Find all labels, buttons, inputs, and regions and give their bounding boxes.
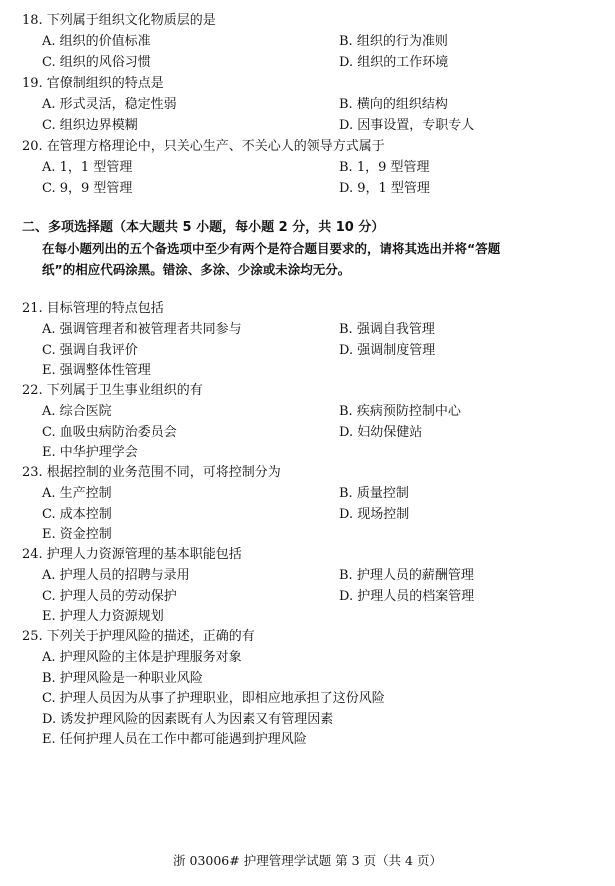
option-a: A. 强调管理者和被管理者共同参与 — [42, 322, 242, 337]
option-c: C. 护理人员因为从事了护理职业，即相应地承担了这份风险 — [42, 691, 385, 706]
section-instruction: 纸”的相应代码涂黑。错涂、多涂、少涂或未涂均无分。 — [42, 262, 351, 277]
section-instruction: 在每小题列出的五个备选项中至少有两个是符合题目要求的，请将其选出并将“答题 — [42, 241, 501, 256]
option-c: C. 强调自我评价 — [42, 343, 138, 358]
option-c: C. 组织边界模糊 — [42, 118, 138, 133]
option-a: A. 形式灵活，稳定性弱 — [42, 97, 177, 112]
question-stem: 25. 下列关于护理风险的描述，正确的有 — [22, 629, 255, 644]
option-d: D. 9，1 型管理 — [339, 181, 430, 196]
option-b: B. 横向的组织结构 — [339, 97, 448, 112]
option-b: B. 护理人员的薪酬管理 — [339, 568, 474, 583]
page-footer: 浙 03006# 护理管理学试题 第 3 页（共 4 页） — [173, 853, 442, 868]
option-d: D. 因事设置，专职专人 — [339, 118, 475, 133]
question-stem: 23. 根据控制的业务范围不同，可将控制分为 — [22, 465, 281, 480]
option-b: B. 组织的行为准则 — [339, 34, 448, 49]
option-a: A. 组织的价值标准 — [42, 34, 151, 49]
option-b: B. 疾病预防控制中心 — [339, 404, 461, 419]
question-stem: 19. 官僚制组织的特点是 — [22, 76, 164, 91]
option-e: E. 资金控制 — [42, 527, 112, 542]
option-a: A. 护理风险的主体是护理服务对象 — [42, 650, 242, 665]
option-c: C. 成本控制 — [42, 507, 112, 522]
option-e: E. 护理人力资源规划 — [42, 609, 164, 624]
option-d: D. 组织的工作环境 — [339, 55, 449, 70]
option-c: C. 组织的风俗习惯 — [42, 55, 151, 70]
question-stem: 22. 下列属于卫生事业组织的有 — [22, 383, 203, 398]
option-d: D. 强调制度管理 — [339, 343, 436, 358]
option-b: B. 护理风险是一种职业风险 — [42, 671, 203, 686]
question-stem: 24. 护理人力资源管理的基本职能包括 — [22, 547, 242, 562]
option-c: C. 护理人员的劳动保护 — [42, 589, 177, 604]
section-title: 二、多项选择题（本大题共 5 小题，每小题 2 分，共 10 分） — [22, 220, 385, 235]
option-c: C. 9，9 型管理 — [42, 181, 133, 196]
question-stem: 20. 在管理方格理论中，只关心生产、不关心人的领导方式属于 — [22, 139, 385, 154]
question-stem: 21. 目标管理的特点包括 — [22, 301, 164, 316]
option-b: B. 1，9 型管理 — [339, 160, 430, 175]
option-b: B. 强调自我管理 — [339, 322, 435, 337]
option-a: A. 综合医院 — [42, 404, 112, 419]
option-d: D. 现场控制 — [339, 507, 410, 522]
option-e: E. 任何护理人员在工作中都可能遇到护理风险 — [42, 732, 307, 747]
option-b: B. 质量控制 — [339, 486, 409, 501]
option-c: C. 血吸虫病防治委员会 — [42, 425, 177, 440]
option-a: A. 护理人员的招聘与录用 — [42, 568, 190, 583]
option-e: E. 中华护理学会 — [42, 445, 138, 460]
question-stem: 18. 下列属于组织文化物质层的是 — [22, 13, 216, 28]
option-e: E. 强调整体性管理 — [42, 363, 151, 378]
option-a: A. 1，1 型管理 — [42, 160, 133, 175]
option-d: D. 诱发护理风险的因素既有人为因素又有管理因素 — [42, 712, 334, 727]
option-d: D. 妇幼保健站 — [339, 425, 423, 440]
option-d: D. 护理人员的档案管理 — [339, 589, 475, 604]
option-a: A. 生产控制 — [42, 486, 112, 501]
